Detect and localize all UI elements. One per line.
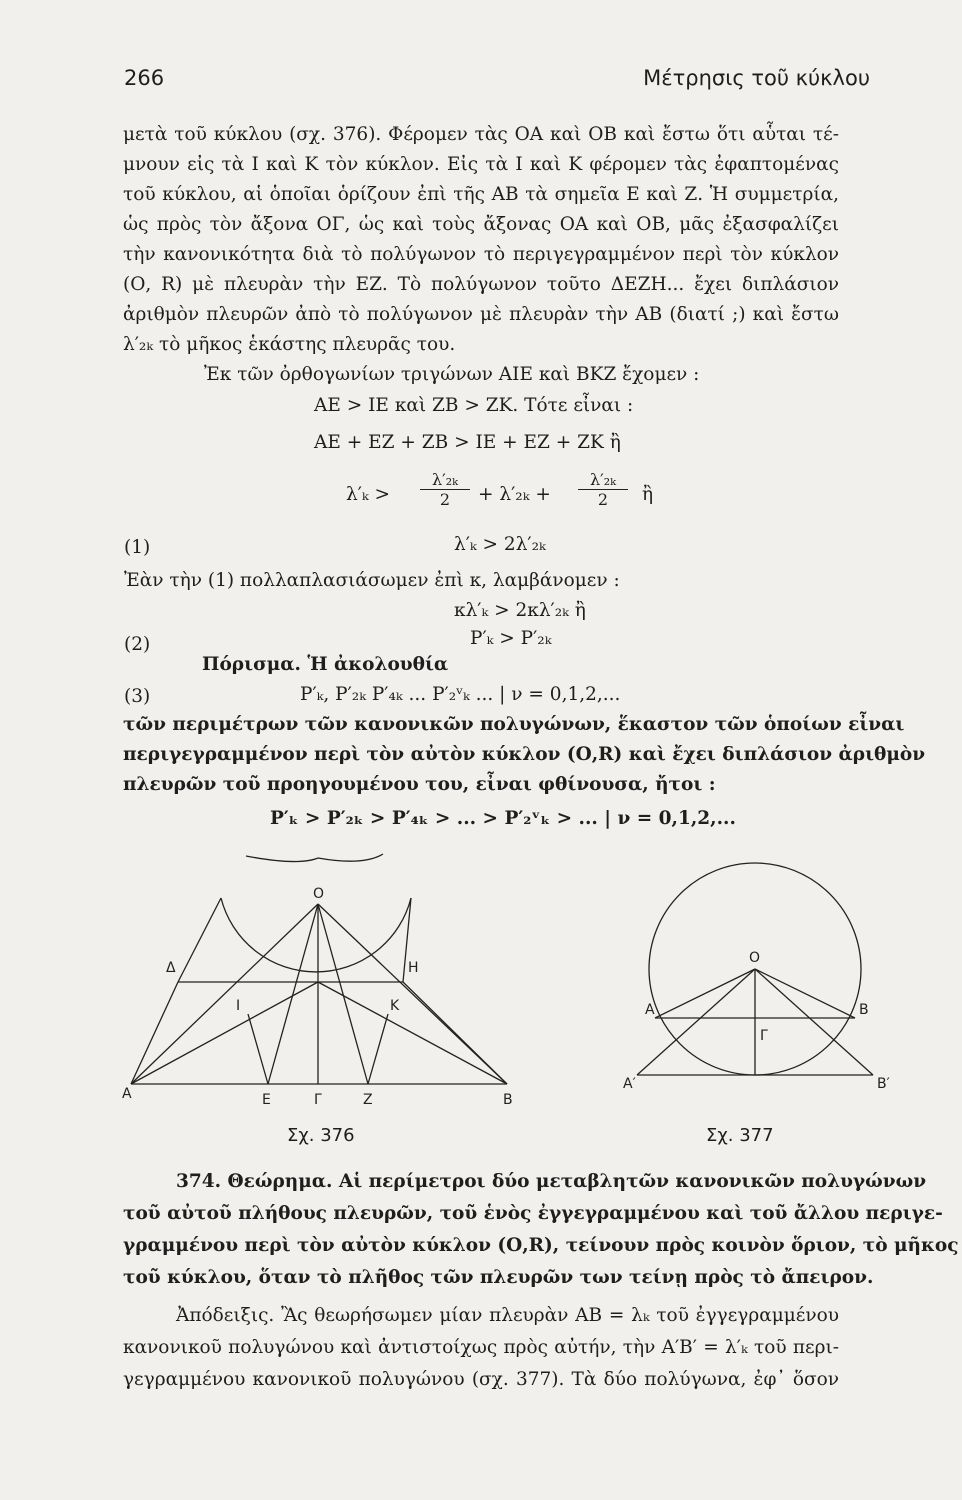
fraction-denominator: 2 <box>578 489 628 509</box>
line-zo <box>318 904 368 1084</box>
proof-line: Ἀπόδειξις. Ἂς θεωρήσωμεν μίαν πλευρὰν ΑΒ = λₖ τοῦ ἐγγεγραμμένου <box>176 1305 839 1326</box>
fraction-numerator: λ′₂ₖ <box>431 470 459 489</box>
line-eo <box>268 904 318 1084</box>
theorem-line: τοῦ κύκλου, ὅταν τὸ πλῆθος τῶν πλευρῶν των τείνῃ πρὸς τὸ ἄπειρον. <box>123 1267 874 1288</box>
line-ob-prime <box>755 969 873 1075</box>
label-b: B <box>503 1092 513 1108</box>
frac-lhs: λ′ₖ > <box>346 484 391 505</box>
figure-376 <box>118 848 518 1123</box>
corollary-heading: Πόρισμα. Ἡ ἀκολουθία <box>202 654 449 675</box>
line-oa-prime <box>637 969 755 1075</box>
label-a-prime: A′ <box>623 1076 636 1092</box>
triangles-line: Ἐκ τῶν ὀρθογωνίων τριγώνων ΑΙΕ καὶ ΒΚΖ ἔχομεν : <box>204 364 700 385</box>
sum-inequality: ΑΕ + ΕΖ + ΖΒ > ΙΕ + ΕΖ + ΖΚ ἢ <box>314 432 621 453</box>
figure-377 <box>615 850 895 1120</box>
equation-3: P′ₖ, P′₂ₖ P′₄ₖ ... P′₂ᵛₖ ... | ν = 0,1,2,... <box>300 684 621 705</box>
label-gamma: Γ <box>760 1028 768 1044</box>
fraction-2 <box>578 470 628 509</box>
label-k: K <box>390 998 400 1014</box>
page-number: 266 <box>124 66 165 90</box>
decreasing-sequence: P′ₖ > P′₂ₖ > P′₄ₖ > ... > P′₂ᵛₖ > ... | ν = 0,1,2,... <box>270 808 736 829</box>
theorem-line: γραμμένου περὶ τὸν αὐτὸν κύκλον (Ο,R), τείνουν πρὸς κοινὸν ὅριον, τὸ μῆκος <box>123 1235 959 1256</box>
bold-line: περιγεγραμμένον περὶ τὸν αὐτὸν κύκλον (Ο,R) καὶ ἔχει διπλάσιον ἀριθμὸν <box>123 744 926 765</box>
label-delta: Δ <box>166 960 176 976</box>
line-kz <box>368 1014 388 1084</box>
text-line: μετὰ τοῦ κύκλου (σχ. 376). Φέρομεν τὰς ΟΑ καὶ ΟΒ καὶ ἔστω ὅτι αὗται τέ- <box>123 124 839 145</box>
label-h: H <box>408 960 419 976</box>
equation-label-2: (2) <box>124 634 151 655</box>
theorem-line: τοῦ αὐτοῦ πλήθους πλευρῶν, τοῦ ἑνὸς ἐγγεγραμμένου καὶ τοῦ ἄλλου περιγε- <box>123 1203 943 1224</box>
line-tangent-left <box>178 898 221 982</box>
bold-line: πλευρῶν τοῦ προηγουμένου του, εἶναι φθίνουσα, ἤτοι : <box>123 774 716 795</box>
frac-tail: ἢ <box>642 484 654 505</box>
text-line: τὴν κανονικότητα διὰ τὸ πολύγωνον τὸ περιγεγραμμένον περὶ τὸν κύκλον <box>123 244 839 265</box>
label-a: A <box>122 1086 132 1102</box>
text-line: (Ο, R) μὲ πλευρὰν τὴν ΕΖ. Τὸ πολύγωνον τοῦτο ΔΕΖΗ... ἔχει διπλάσιον <box>123 274 839 295</box>
label-gamma: Γ <box>314 1092 322 1108</box>
circle-arc-top-left <box>246 856 318 862</box>
text-line: ἀριθμὸν πλευρῶν ἀπὸ τὸ πολύγωνον μὲ πλευρὰν τὴν ΑΒ (διατί ;) καὶ ἔστω <box>123 304 839 325</box>
text-line: μνουν εἰς τὰ Ι καὶ Κ τὸν κύκλον. Εἰς τὰ Ι καὶ Κ φέρομεν τὰς ἐφαπτομένας <box>123 154 839 175</box>
line-hb <box>403 982 507 1084</box>
line-da <box>131 982 178 1084</box>
figure-376-caption: Σχ. 376 <box>287 1125 355 1146</box>
fraction-denominator: 2 <box>420 489 470 509</box>
label-b-prime: B′ <box>877 1076 890 1092</box>
text-line: λ′₂ₖ τὸ μῆκος ἑκάστης πλευρᾶς του. <box>123 334 456 355</box>
line-a-mid <box>131 982 318 1084</box>
line-oa <box>655 969 755 1018</box>
theorem-line: 374. Θεώρημα. Αἱ περίμετροι δύο μεταβλητῶν κανονικῶν πολυγώνων <box>176 1171 927 1192</box>
fraction-1 <box>420 470 470 509</box>
fraction-numerator: λ′₂ₖ <box>589 470 617 489</box>
label-i: I <box>236 998 241 1014</box>
circle-arc-top-right <box>318 854 383 861</box>
label-o: O <box>313 886 325 902</box>
label-b: B <box>859 1002 869 1018</box>
running-title: Μέτρησις τοῦ κύκλου <box>643 66 870 90</box>
multiply-equation: κλ′ₖ > 2κλ′₂ₖ ἢ <box>454 600 586 621</box>
label-z: Z <box>363 1092 373 1108</box>
text-line: τοῦ κύκλου, αἱ ὁποῖαι ὁρίζουν ἐπὶ τῆς ΑΒ τὰ σημεῖα Ε καὶ Ζ. Ἡ συμμετρία, <box>123 184 839 205</box>
bold-line: τῶν περιμέτρων τῶν κανονικῶν πολυγώνων, ἕκαστον τῶν ὁποίων εἶναι <box>123 714 905 735</box>
inequality-line: ΑΕ > ΙΕ καὶ ΖΒ > ΖΚ. Τότε εἶναι : <box>314 395 634 416</box>
line-ob <box>755 969 855 1018</box>
equation-1: λ′ₖ > 2λ′₂ₖ <box>454 534 546 555</box>
label-e: E <box>262 1092 271 1108</box>
proof-line: κανονικοῦ πολυγώνου καὶ ἀντιστοίχως πρὸς αὐτήν, τὴν Α′Β′ = λ′ₖ τοῦ περι- <box>123 1337 839 1358</box>
proof-line: γεγραμμένου κανονικοῦ πολυγώνου (σχ. 377). Τὰ δύο πολύγωνα, ἐφ᾽ ὅσον <box>123 1369 839 1390</box>
label-o: O <box>749 950 761 966</box>
text-line: ὡς πρὸς τὸν ἄξονα ΟΓ, ὡς καὶ τοὺς ἄξονας ΟΑ καὶ ΟΒ, μᾶς ἐξασφαλίζει <box>123 214 839 235</box>
equation-2: P′ₖ > P′₂ₖ <box>470 628 552 649</box>
line-ie <box>248 1014 268 1084</box>
label-a: A <box>645 1002 655 1018</box>
equation-label-3: (3) <box>124 686 151 707</box>
multiply-line: Ἐὰν τὴν (1) πολλαπλασιάσωμεν ἐπὶ κ, λαμβάνομεν : <box>124 570 620 591</box>
equation-label-1: (1) <box>124 537 151 558</box>
frac-middle: + λ′₂ₖ + <box>478 484 551 505</box>
line-b-mid <box>318 982 507 1084</box>
figure-377-caption: Σχ. 377 <box>706 1125 774 1146</box>
line-ao <box>131 904 318 1084</box>
